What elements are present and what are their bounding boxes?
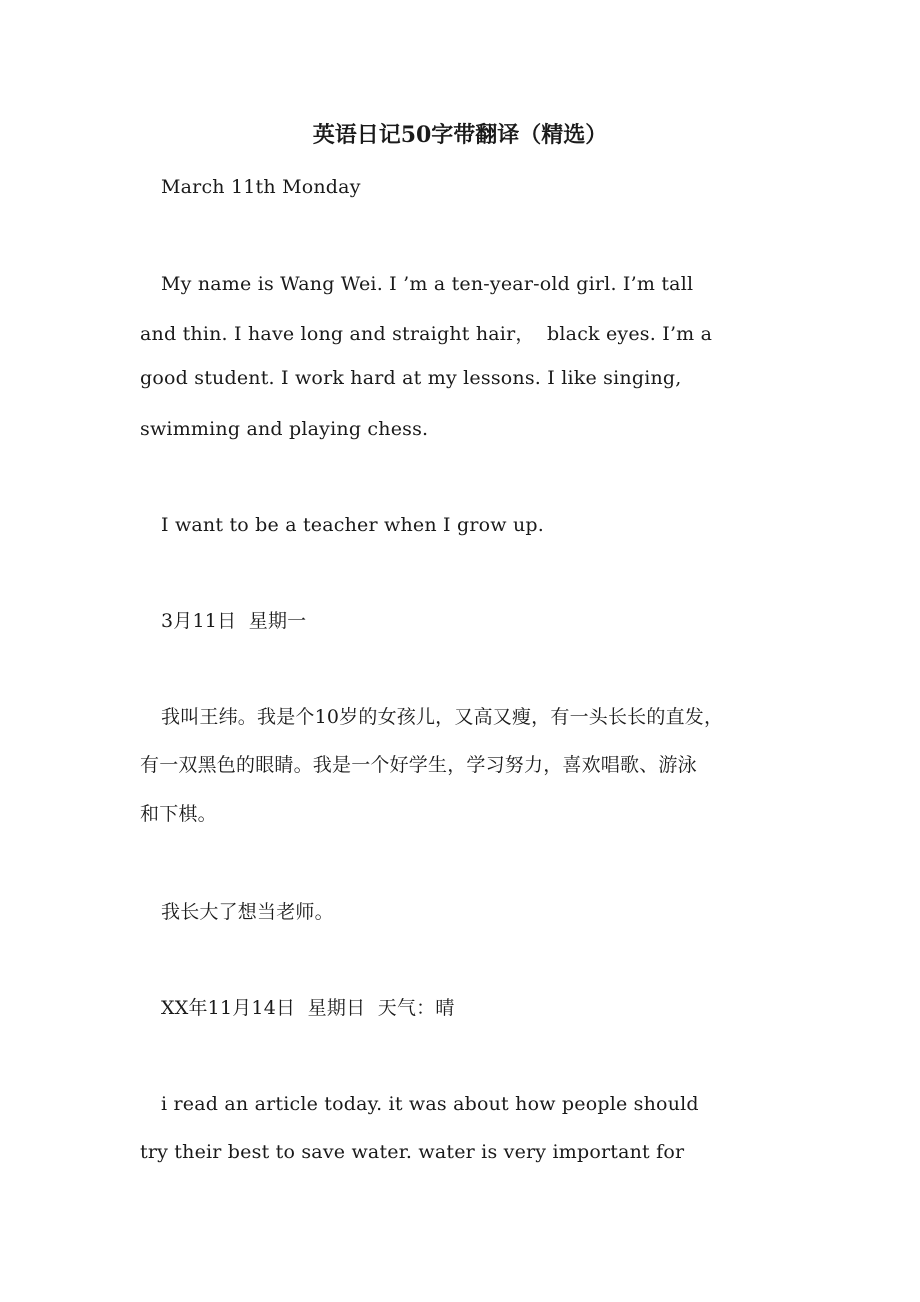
paragraph-line: 和下棋。	[140, 803, 217, 825]
paragraph-line: i read an article today. it was about how people should	[161, 1093, 699, 1115]
paragraph-line: My name is Wang Wei. I ’m a ten-year-old girl. I’m tall	[161, 273, 694, 295]
entry-date-en: March 11th Monday	[161, 176, 361, 198]
paragraph-line: 我叫王纬。我是个10岁的女孩儿，又高又瘦，有一头长长的直发，	[161, 706, 724, 728]
paragraph-line: swimming and playing chess.	[140, 418, 429, 440]
paragraph-line: 我长大了想当老师。	[161, 901, 334, 923]
paragraph-line: I want to be a teacher when I grow up.	[161, 514, 545, 536]
paragraph-line: try their best to save water. water is very important for	[140, 1141, 685, 1163]
paragraph-line: 有一双黑色的眼睛。我是一个好学生，学习努力，喜欢唱歌、游泳	[140, 754, 697, 776]
entry-date-cn: XX年11月14日 星期日 天气：晴	[161, 997, 455, 1019]
paragraph-line: and thin. I have long and straight hair， black eyes. I’m a	[140, 323, 713, 345]
paragraph-line: good student. I work hard at my lessons. I like singing,	[140, 367, 682, 389]
document-title: 英语日记50字带翻译（精选）	[312, 122, 608, 148]
entry-date-cn: 3月11日 星期一	[161, 610, 307, 632]
